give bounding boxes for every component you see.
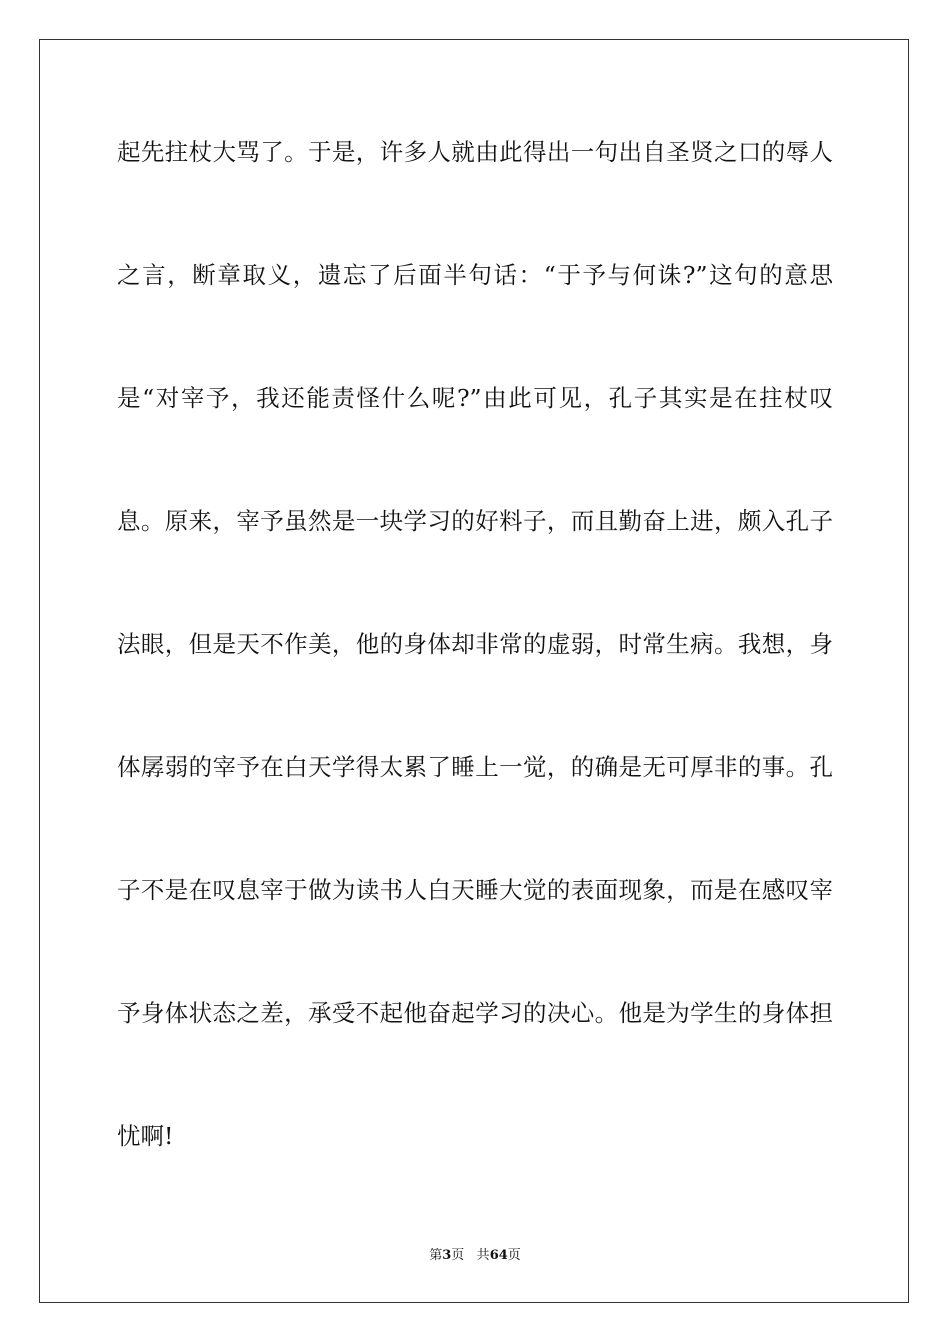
text-line-5: 法眼，但是天不作美，他的身体却非常的虚弱，时常生病。我想，身 [117,630,833,658]
text-line-9: 忧啊! [117,1122,174,1150]
total-pages-number: 64 [489,1248,508,1263]
current-page-number: 3 [442,1248,452,1263]
page-border [39,39,909,1303]
footer-total-prefix: 共 [476,1248,490,1263]
page-footer [0,1246,950,1266]
text-line-8: 予身体状态之差，承受不起他奋起学习的决心。他是为学生的身体担 [117,999,833,1027]
text-line-4: 息。原来，宰予虽然是一块学习的好料子，而且勤奋上进，颇入孔子 [117,507,833,535]
text-line-3: 是“对宰予，我还能责怪什么呢?”由此可见，孔子其实是在拄杖叹 [117,384,833,412]
text-line-6: 体孱弱的宰予在白天学得太累了睡上一觉，的确是无可厚非的事。孔 [117,753,833,781]
footer-total-suffix: 页 [507,1248,521,1263]
footer-page-suffix: 页 [451,1248,465,1263]
text-line-7: 子不是在叹息宰于做为读书人白天睡大觉的表面现象，而是在感叹宰 [117,876,833,904]
text-line-1: 起先拄杖大骂了。于是，许多人就由此得出一句出自圣贤之口的辱人 [117,138,833,166]
text-line-2: 之言，断章取义，遗忘了后面半句话：“于予与何诛?”这句的意思 [117,261,833,289]
footer-prefix: 第 [429,1248,443,1263]
